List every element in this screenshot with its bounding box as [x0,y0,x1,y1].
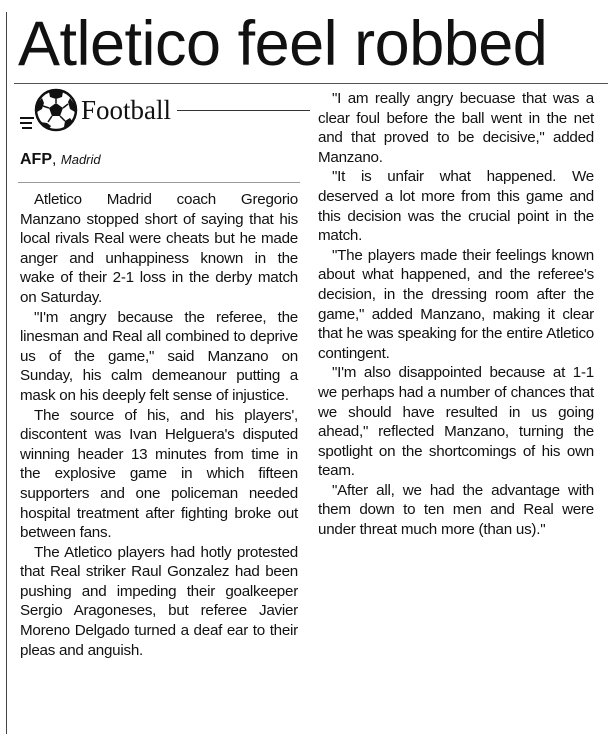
byline-agency: AFP [20,151,52,168]
paragraph: "I'm also disappointed because at 1-1 we perhaps had a number of chances that we should have resulted in us going ahead," reflected Manzano, turning the spotlight on the shortcomings of his own team. [318,364,594,480]
paragraph: Atletico Madrid coach Gregorio Manzano stopped short of saying that his local rivals Real were cheats but he made anger and unhappiness known in the wake of their 2-1 loss in the derby match on Saturday. [20,191,298,306]
column-rule [6,12,7,734]
paragraph: The source of his, and his players', discontent was Ivan Helguera's disputed winning header 13 minutes from time in the explosive game in which fifteen supporters and one policeman needed hospital treatment after fighting broke out between fans. [20,406,298,542]
byline-rule [18,182,300,183]
byline-separator: , [52,151,61,168]
article-column-1 [20,190,298,660]
paragraph: "I am really angry becuase that was a clear foul before the ball went in the net and that proved to be decisive," added Manzano. [318,90,594,166]
paragraph: "After all, we had the advantage with them down to ten men and Real were under threat much more (than us)." [318,481,594,539]
paragraph: "The players made their feelings known about what happened, and the referee's decision, in the dressing room after the game," added Manzano, making it clear that he was speaking for the entire Atletico contingent. [318,246,594,362]
paragraph: The Atletico players had hotly protested that Real striker Raul Gonzalez had been pushing and impeding their goalkeeper Sergio Aragoneses, but referee Javier Moreno Delgado turned a deaf ear to their pleas and anguish. [20,543,298,659]
article-column-2 [318,89,594,540]
soccer-ball-icon [20,88,78,132]
paragraph: "I'm angry because the referee, the linesman and Real all combined to deprive us of the game," said Manzano on Sunday, his calm demeanour putting a mask on his deeply felt sense of injustice. [20,308,298,404]
byline-dateline: Madrid [60,152,101,167]
byline [20,150,101,170]
section-rule [177,110,310,111]
headline-rule [14,83,608,84]
paragraph: "It is unfair what happened. We deserved a lot more from this game and this decision was the crucial point in the match. [318,168,594,245]
section-label: Football [81,95,172,125]
headline: Atletico feel robbed [18,9,548,79]
section-tag [20,88,310,132]
